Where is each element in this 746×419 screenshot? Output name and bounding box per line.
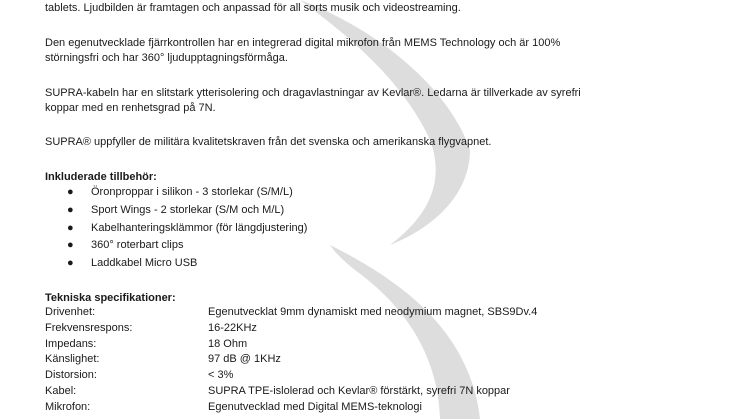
bullet-icon: ● [67, 222, 74, 234]
bullet-icon: ● [67, 257, 74, 269]
bullet-icon: ● [67, 204, 74, 216]
bullet-icon: ● [67, 186, 74, 198]
paragraph-cable-line2: koppar med en renhetsgrad på 7N. [45, 102, 216, 114]
paragraph-remote-line2: störningsfri och har 360° ljudupptagningsförmåga. [45, 52, 288, 64]
paragraph-military: SUPRA® uppfyller de militära kvalitetskraven från det svenska och amerikanska flygvapnet. [45, 136, 492, 148]
bullet-icon: ● [67, 239, 74, 251]
paragraph-intro-tail: tablets. Ljudbilden är framtagen och anpassad för all sorts musik och videostreaming. [45, 2, 461, 14]
accessories-heading: Inkluderade tillbehör: [45, 171, 157, 183]
paragraph-remote-line1: Den egenutvecklade fjärrkontrollen har en integrerad digital mikrofon från MEMS Technology och är 100% [45, 37, 561, 49]
specs-heading: Tekniska specifikationer: [45, 292, 176, 304]
paragraph-cable-line1: SUPRA-kabeln har en slitstark ytterisolering och dragavlastningar av Kevlar®. Ledarna är tillverkade av syrefri [45, 87, 581, 99]
